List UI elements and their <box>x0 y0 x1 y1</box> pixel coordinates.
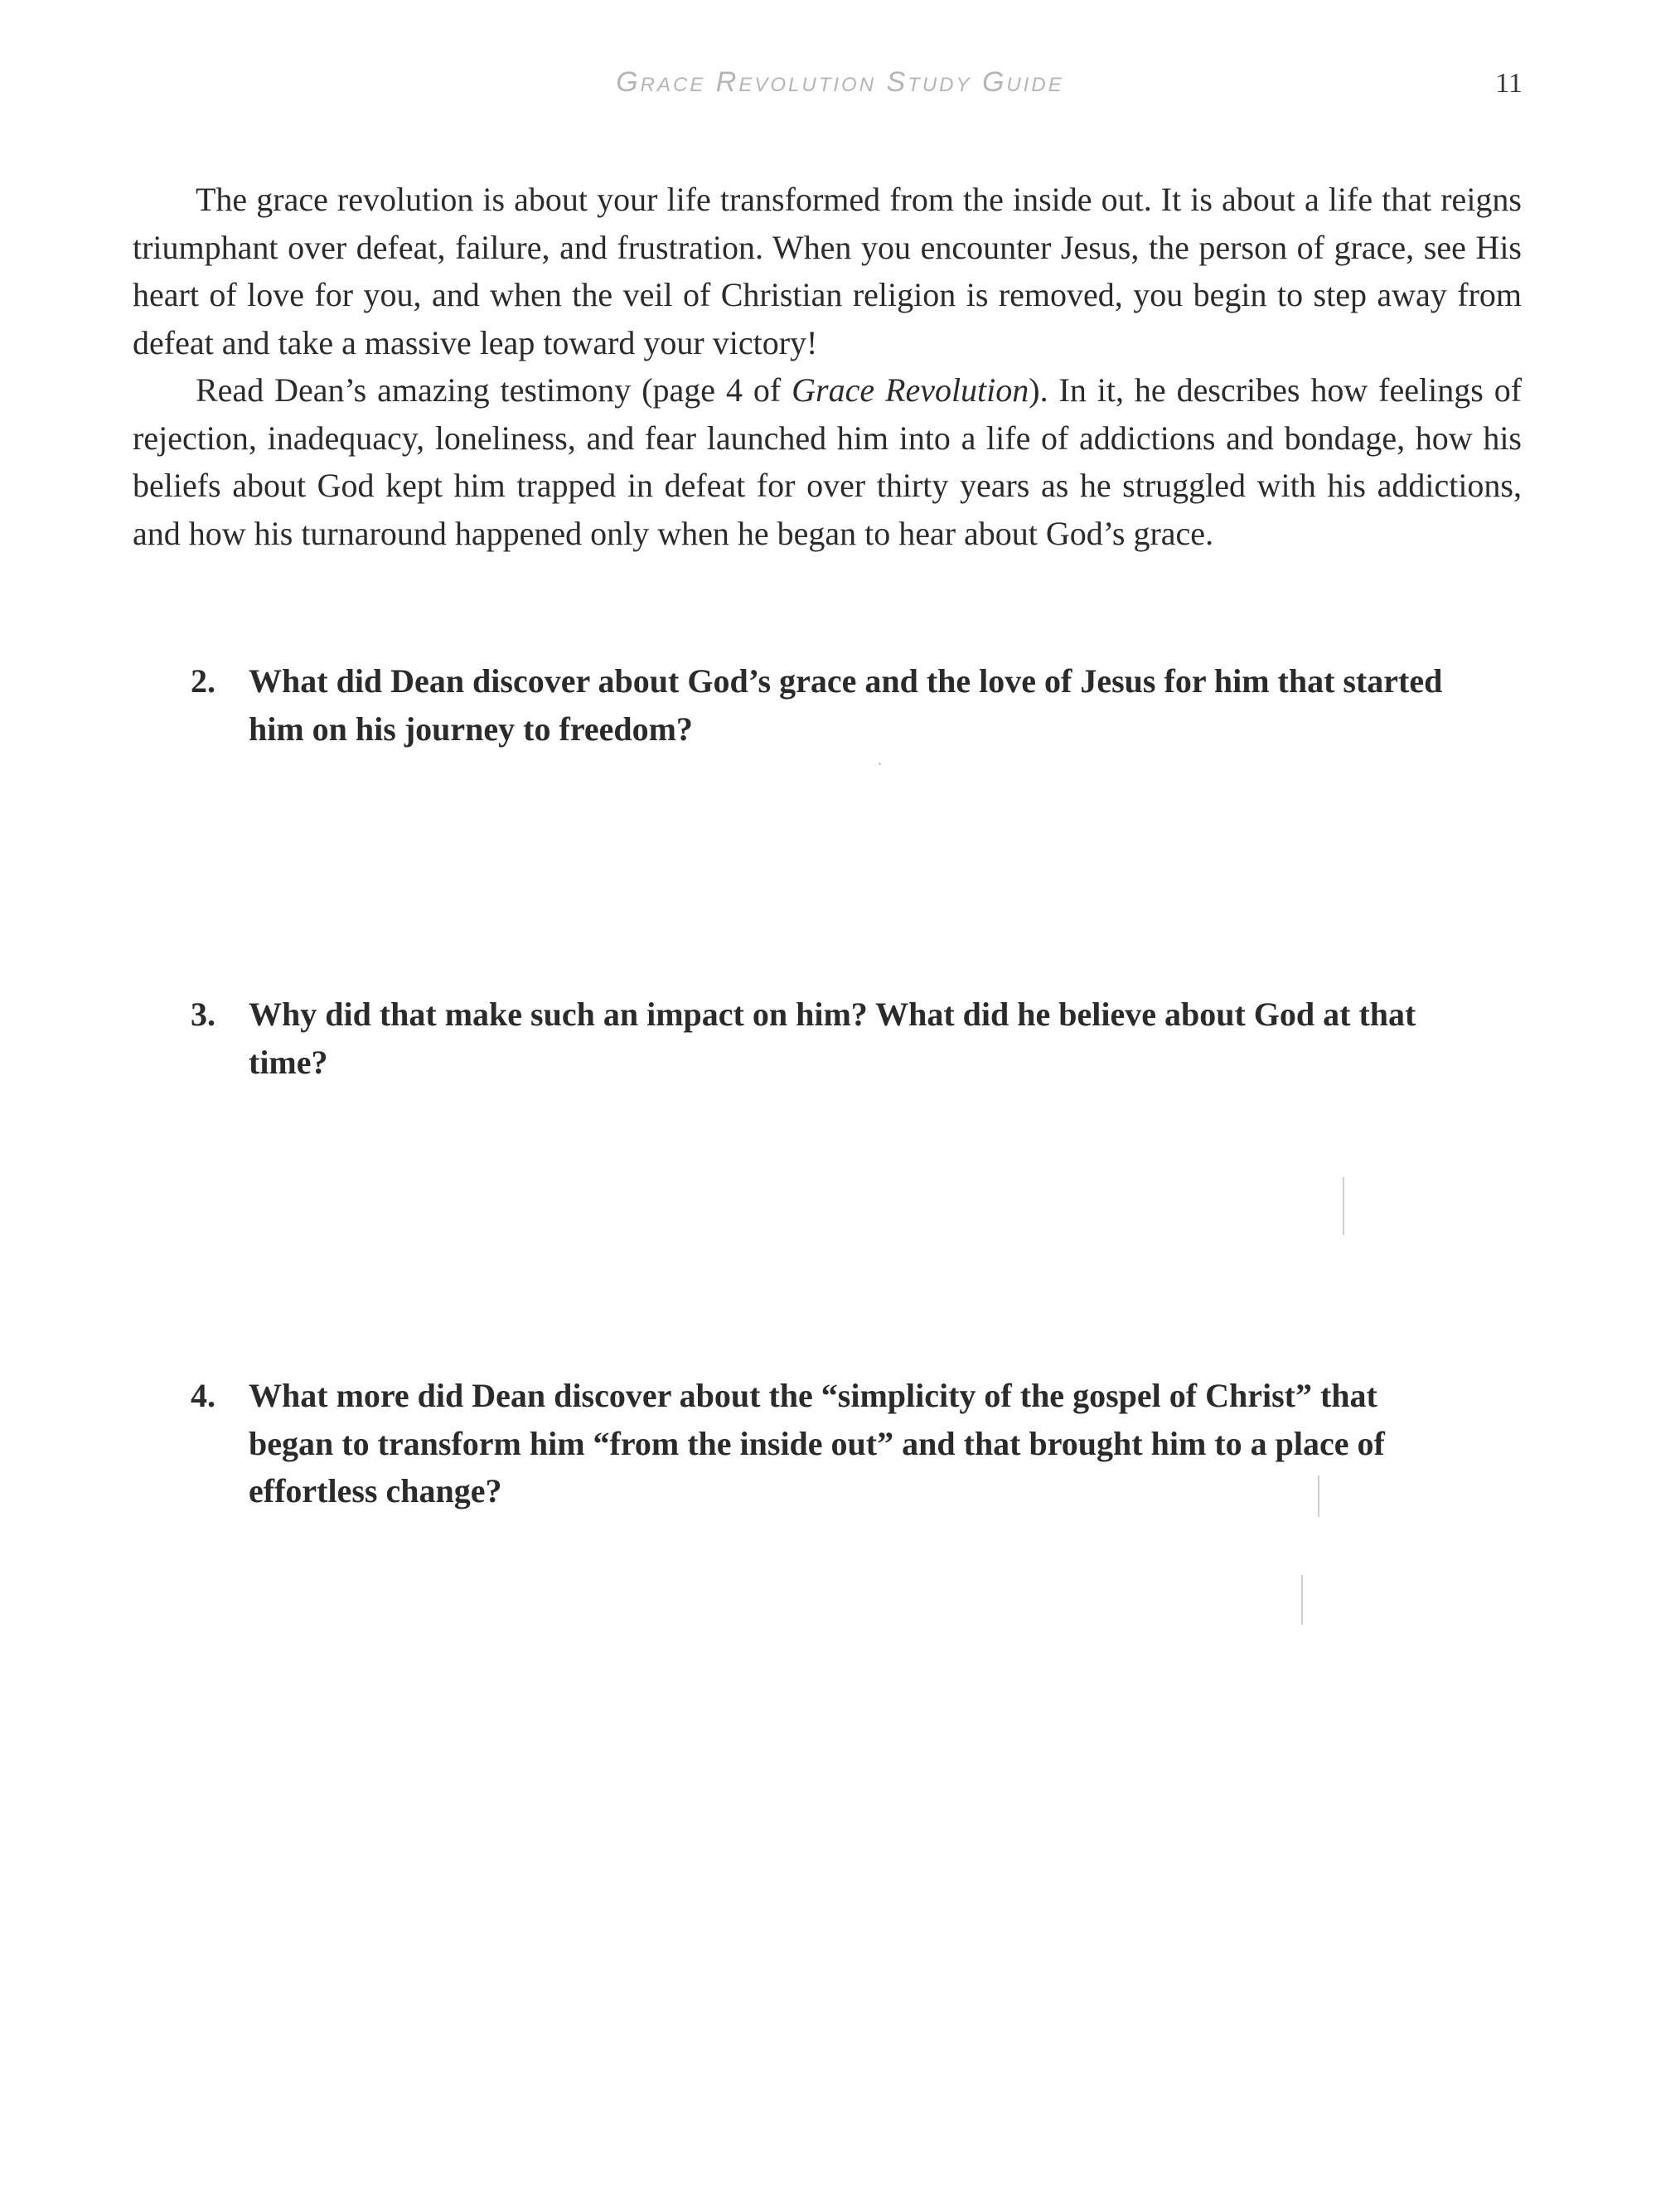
question-text: Why did that make such an impact on him? What did he believe about God at that time? <box>249 996 1416 1081</box>
body-text <box>133 176 1522 557</box>
scan-mark <box>1301 1575 1303 1625</box>
paragraph-1: The grace revolution is about your life transformed from the inside out. It is about a life that reigns triumphant over defeat, failure, and frustration. When you encounter Jesus, the person of grace, see His heart of love for you, and when the veil of Christian religion is removed, you begin to step away from defeat and take a massive leap toward your victory! <box>133 181 1522 361</box>
page-number: 11 <box>1495 68 1523 99</box>
question-4 <box>191 1372 1459 1515</box>
question-2 <box>191 657 1459 753</box>
running-head: Grace Revolution Study Guide <box>616 66 1064 98</box>
question-number: 2. <box>191 662 215 700</box>
book-title-italic: Grace Revolution <box>792 371 1029 409</box>
question-3 <box>191 991 1459 1086</box>
scan-mark <box>879 763 881 765</box>
paragraph-2-text-b: ). In it, he describes how feelings of rejection, inadequacy, loneliness, and fear launched him into a life of addictions and bondage, how his beliefs about God kept him trapped in defeat for over thirty years as he struggled with his addictions, and how his turnaround happened only when he began to hear about God’s grace. <box>133 371 1523 552</box>
question-number: 3. <box>191 996 215 1033</box>
paragraph-2 <box>133 366 1522 557</box>
paragraph-2-text-a: Read Dean’s amazing testimony (page 4 of <box>196 371 792 409</box>
question-number: 4. <box>191 1377 215 1414</box>
scan-mark <box>1343 1177 1344 1235</box>
question-text: What did Dean discover about God’s grace and the love of Jesus for him that started him on his journey to freedom? <box>249 662 1443 748</box>
question-text: What more did Dean discover about the “simplicity of the gospel of Christ” that began to transform him “from the inside out” and that brought him to a place of effortless change? <box>249 1377 1385 1509</box>
scan-mark <box>1318 1475 1319 1517</box>
